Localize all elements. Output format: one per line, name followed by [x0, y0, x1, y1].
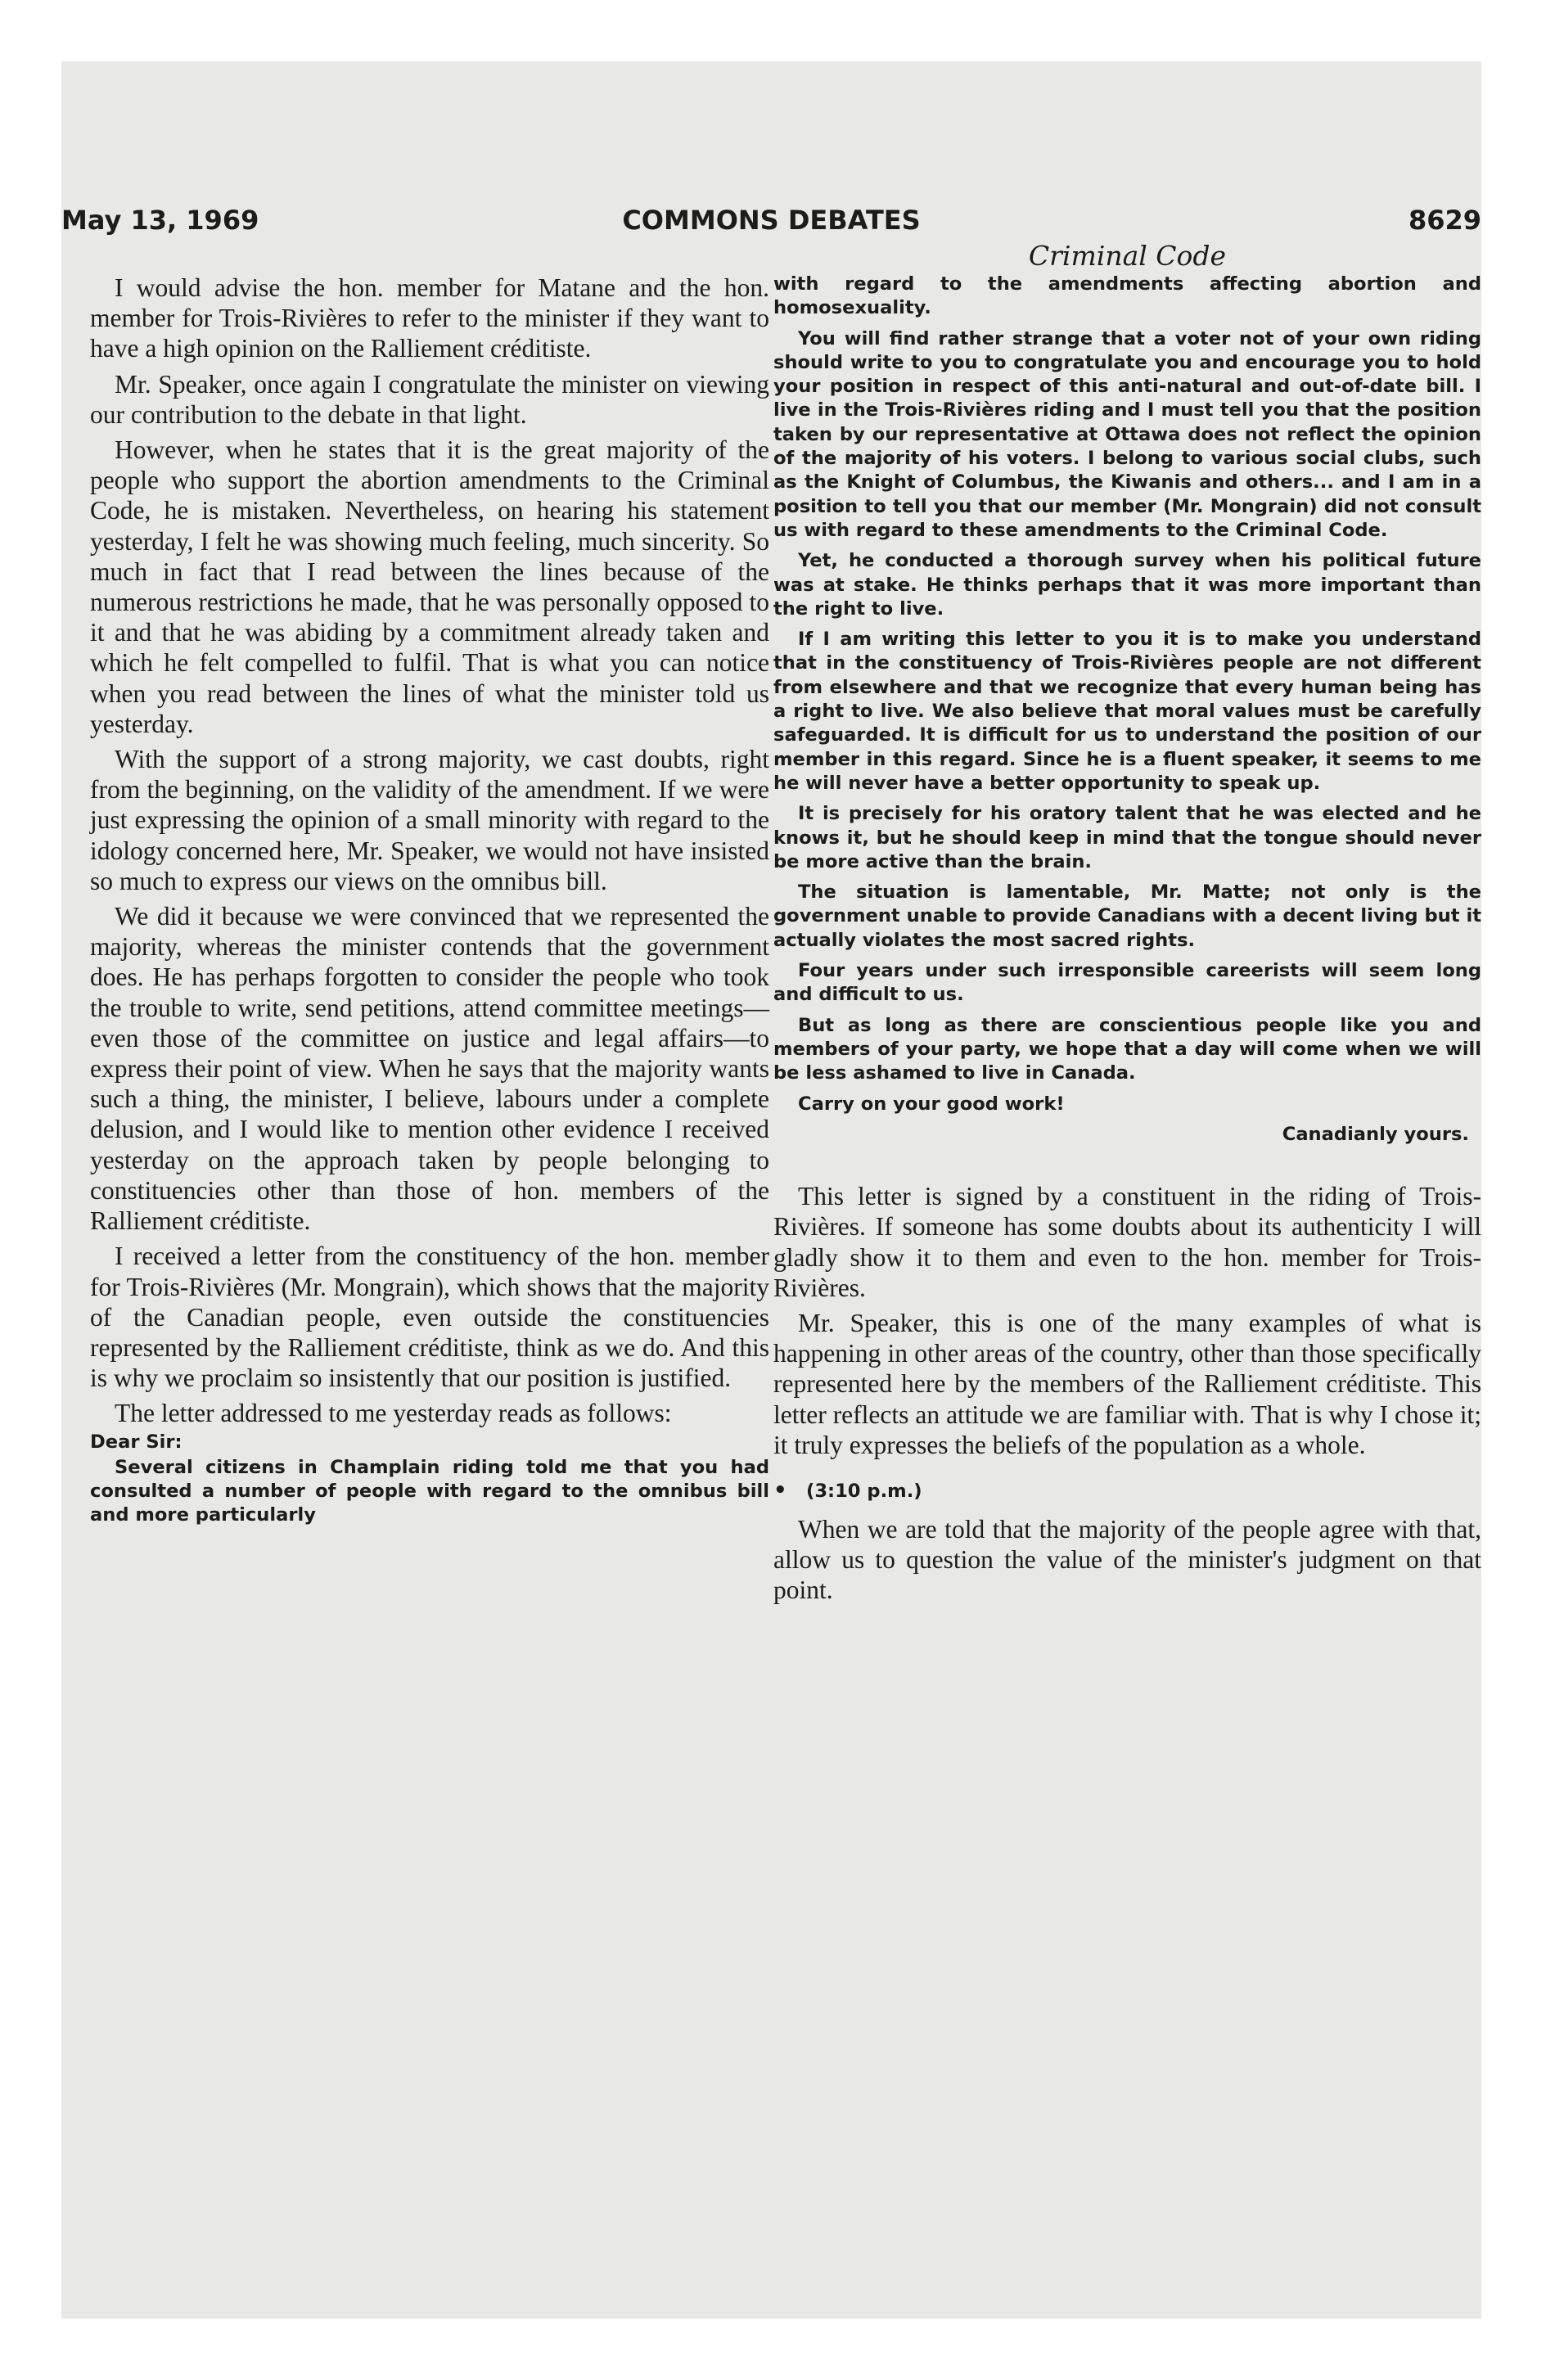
paragraph: I received a letter from the constituency of the hon. member for Trois-Rivières (Mr. Mongrain), which shows that the majority of the Canadian people, even outside the constituencies represented by the Ralliement créditiste, think as we do. And this is why we proclaim so insistently that our position is justified.	[90, 1242, 769, 1393]
paragraph: We did it because we were convinced that we represented the majority, whereas the minister contends that the government does. He has perhaps forgotten to consider the people who took the trouble to write, send petitions, attend committee meetings—even those of the committee on justice and legal affairs—to express their point of view. When he says that the majority wants such a thing, the minister, I believe, labours under a complete delusion, and I would like to mention other evidence I received yesterday on the approach taken by people belonging to constituencies other than those of hon. members of the Ralliement créditiste.	[90, 902, 769, 1236]
letter-paragraph: with regard to the amendments affecting abortion and homosexuality.	[773, 273, 1481, 319]
letter-paragraph: You will find rather strange that a voter not of your own riding should write to you to congratulate you and encourage you to hold your position in respect of this anti-natural and out-of-date bill. I live in the Trois-Rivières riding and I must tell you that the position taken by our representative at Ottawa does not reflect the opinion of the majority of his voters. I belong to various social clubs, such as the Knight of Columbus, the Kiwanis and others... and I am in a position to tell you that our member (Mr. Mongrain) did not consult us with regard to these amendments to the Criminal Code.	[773, 327, 1481, 541]
header-page-number: 8629	[1408, 205, 1481, 236]
paragraph: I would advise the hon. member for Matane and the hon. member for Trois-Rivières to refer to the minister if they want to have a high opinion on the Ralliement créditiste.	[90, 273, 769, 363]
paragraph: The letter addressed to me yesterday reads as follows:	[115, 1399, 672, 1428]
section-title: Criminal Code	[1028, 240, 1227, 272]
paragraph: Mr. Speaker, this is one of the many examples of what is happening in other areas of the country, other than those specifically represented here by the members of the Ralliement créditiste. This letter reflects an attitude we are familiar with. That is why I chose it; it truly expresses the beliefs of the population as a whole.	[773, 1308, 1481, 1459]
letter-paragraph: If I am writing this letter to you it is to make you understand that in the constituency of Trois-Rivières people are not different from elsewhere and that we recognize that every human being has a right to live. We also believe that moral values must be carefully safeguarded. It is difficult for us to understand the position of our member in this regard. Since he is a fluent speaker, it seems to me he will never have a better opportunity to speak up.	[773, 629, 1481, 794]
header-date: May 13, 1969	[61, 205, 259, 236]
letter-paragraph: Several citizens in Champlain riding told me that you had consulted a number of people with regard to the omnibus bill and more particularly	[90, 1456, 769, 1526]
letter-closing: Canadianly yours.	[1282, 1123, 1469, 1145]
timestamp	[773, 1478, 1481, 1503]
letter-paragraph: It is precisely for his oratory talent that he was elected and he knows it, but he should keep in mind that the tongue should never be more active than the brain.	[773, 803, 1481, 872]
letter-paragraph: Carry on your good work!	[798, 1093, 1065, 1115]
paragraph: With the support of a strong majority, we cast doubts, right from the beginning, on the validity of the amendment. If we were just expressing the opinion of a small minority with regard to the idology concerned here, Mr. Speaker, we would not have insisted so much to express our views on the omnibus bill.	[90, 745, 769, 895]
timestamp-text: (3:10 p.m.)	[806, 1480, 922, 1502]
letter-paragraph: Yet, he conducted a thorough survey when his political future was at stake. He thinks perhaps that it was more important than the right to live.	[773, 550, 1481, 620]
speech-continuation	[773, 1181, 1481, 1605]
header-title: COMMONS DEBATES	[622, 205, 921, 236]
bullet-icon: •	[773, 1477, 787, 1503]
letter-salutation: Dear Sir:	[90, 1431, 183, 1453]
letter-paragraph: The situation is lamentable, Mr. Matte; not only is the government unable to provide Canadians with a decent living but it actually violates the most sacred rights.	[773, 881, 1481, 951]
letter-paragraph: But as long as there are conscientious people like you and members of your party, we hope that a day will come when we will be less ashamed to live in Canada.	[773, 1014, 1481, 1084]
paragraph: This letter is signed by a constituent in the riding of Trois-Rivières. If someone has some doubts about its authenticity I will gladly show it to them and even to the hon. member for Trois-Rivières.	[773, 1182, 1481, 1302]
left-column	[90, 273, 769, 1535]
letter-paragraph: Four years under such irresponsible careerists will seem long and difficult to us.	[773, 960, 1481, 1006]
document-page	[61, 61, 1481, 2319]
right-column	[773, 273, 1481, 1611]
paragraph: Mr. Speaker, once again I congratulate the minister on viewing our contribution to the debate in that light.	[90, 369, 769, 429]
paragraph: When we are told that the majority of the people agree with that, allow us to question the value of the minister's judgment on that point.	[773, 1514, 1481, 1605]
paragraph: However, when he states that it is the great majority of the people who support the abortion amendments to the Criminal Code, he is mistaken. Nevertheless, on hearing his statement yesterday, I felt he was showing much feeling, much sincerity. So much in fact that I read between the lines because of the numerous restrictions he made, that he was personally opposed to it and that he was abiding by a commitment already taken and which he felt compelled to fulfil. That is what you can notice when you read between the lines of what the minister told us yesterday.	[90, 435, 769, 738]
